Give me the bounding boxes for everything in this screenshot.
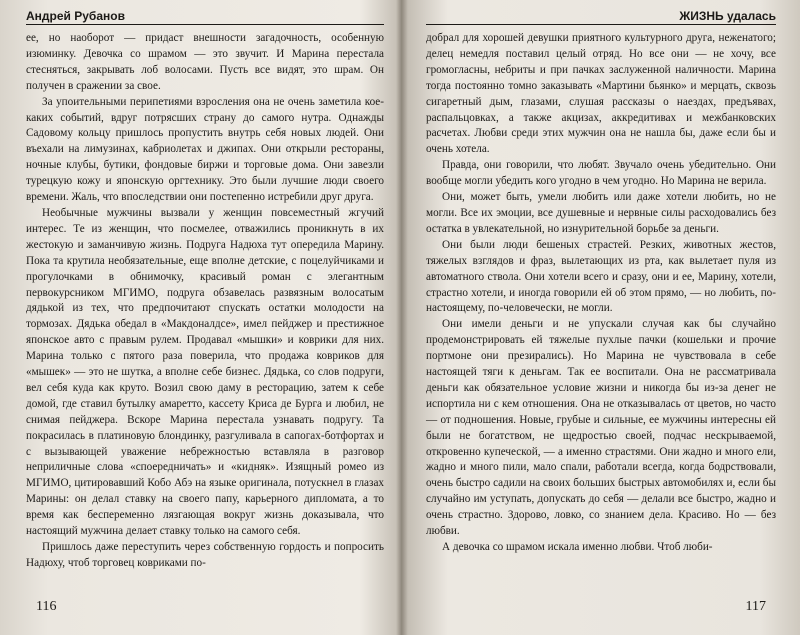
paragraph: За упоительными перипетиями взросления она не очень заметила кое-каких событий, вдруг потрясших страну до самого нутра. Однажды Садовому кольцу пришлось пропустить внутрь себя новых людей. Они въехали на лимузинах, кабриолетах и джипах. Они открыли рестораны, ночные клубы, бутики, фондовые биржи и торговые дома. Они завезли турецкую кожу и японскую оргтехнику. Это были лучшие люди своего времени. Жаль, что впоследствии они постепенно истребили друг друга.	[26, 95, 384, 204]
paragraph: Они, может быть, умели любить или даже хотели любить, но не могли. Все их эмоции, все душевные и нервные силы расходовались без остатка в увлекательной, но изнурительной борьбе за деньги.	[426, 191, 776, 235]
paragraph: Они были люди бешеных страстей. Резких, животных жестов, тяжелых взглядов и фраз, вылетающих из рта, как вылетает пуля из автоматного ствола. Они хотели всего и сразу, они и ее, Марину, хотели, страстно хотели, и иногда говорили ей об этом прямо, — но любить, по-настоящему, по-человечески, не могли.	[426, 238, 776, 315]
right-page-body	[426, 31, 776, 556]
left-page-body	[26, 31, 384, 572]
page-number: 116	[36, 599, 57, 614]
paragraph: добрал для хорошей девушки приятного культурного друга, неженатого; делец немедля поставил целый отряд. Но все они — не хочу, все громогласны, небриты и при пачках заслуженной наличности. Марина тогда постоянно томно заказывать «Мартини бьянко» и мерцать, сквозь сигаретный дым, глазами, слушая рассказы о наездах, предъявах, распальцовках, а также акцизах, аккредитивах и межбанковских расчетах. Любви среди этих мужчин она не нашла бы, даже если бы и очень хотела.	[426, 32, 776, 156]
running-head-author: Андрей Рубанов	[26, 8, 384, 25]
page-number: 117	[745, 599, 766, 614]
paragraph: А девочка со шрамом искала именно любви. Чтоб люби-	[442, 541, 713, 553]
right-page	[404, 0, 800, 635]
paragraph: Пришлось даже переступить через собственную гордость и попросить Надюху, чтоб торговец ковриками по-	[26, 541, 384, 569]
paragraph: ее, но наоборот — придаст внешности загадочность, особенную изюминку. Девочка со шрамом — это звучит. И Марина перестала стесняться, закрывать лоб волосами. Пусть все видят, это шрам. Он получен в сражении за свое.	[26, 32, 384, 92]
left-page	[0, 0, 398, 635]
paragraph: Они имели деньги и не упускали случая как бы случайно продемонстрировать ей тяжелые пухлые пачки (кошельки и прочие портмоне они презирались). Но Марина не чувствовала в себе настоящей тяги к деньгам. Так ее воспитали. Она не рассматривала деньги как обязательное условие жизни и никогда бы из-за денег не испортила ни с кем отношения. Она не отказывалась от цветов, но часто — от подношения. Новые, грубые и сильные, ее мужчины интересны ей были не богатством, не щедростью своей, подчас нескрываемой, откровенно купеческой, — а именно страстями. Они жадно и много ели, жадно и много пили, мало спали, работали всегда, когда бодрствовали, очень быстро садили на своих больших быстрых автомобилях и, если бы случайно им уступать, допускать до себя — делали все быстро, жадно и очень страстно. Здорово, ловко, со знанием дела. Красиво. Но — без любви.	[426, 318, 776, 538]
paragraph: Правда, они говорили, что любят. Звучало очень убедительно. Они вообще могли убедить кого угодно в чем угодно. Но Марина не верила.	[426, 159, 776, 188]
paragraph: Необычные мужчины вызвали у женщин повсеместный жгучий интерес. Те из женщин, что посмелее, отважились проникнуть в их жестокую и заманчивую жизнь. Подруга Надюха тут опередила Марину. Пока та крутила необязательные, еще вполне детские, с поцелуйчиками и прогулочками в обнимочку, красивый роман с элегантным первокурсником МГИМО, подруга обзавелась развязным волосатым дядькой из тех, что предпочитают спускать остатки молодости на тормозах. Дядька обедал в «Макдоналдсе», имел пейджер и престижное японское авто с правым рулем. Продавал «мышки» и коврики для них. Марина только с пятого раза поверила, что продажа ковриков для «мышек» — это не шутка, а вполне себе бизнес. Дядька, со слов подруги, вел себя куда как круто. Возил свою даму в ресторацию, затем к себе домой, где ставил бутылку амаретто, кассету Криса де Бурга и любил, не снимая пейджера. Вскоре Марина перестала узнавать подругу. Та покрасилась в платиновую блондинку, разгуливала в сапогах-ботфортах и с вызывающей уважение небрежностью вставляла в разговор неприличные слова «споередничать» и «кидняк». Изящный ромео из МГИМО, цитировавший Кобо Абэ на языке оригинала, потускнел в глазах Марины: он делал ставку на своего папу, карьерного дипломата, а то время как беспеременно лязгающая вокруг жизнь доказывала, что настоящий мужчина делает ставку только на самого себя.	[26, 206, 384, 538]
running-head-title: ЖИЗНЬ удалась	[426, 8, 776, 25]
